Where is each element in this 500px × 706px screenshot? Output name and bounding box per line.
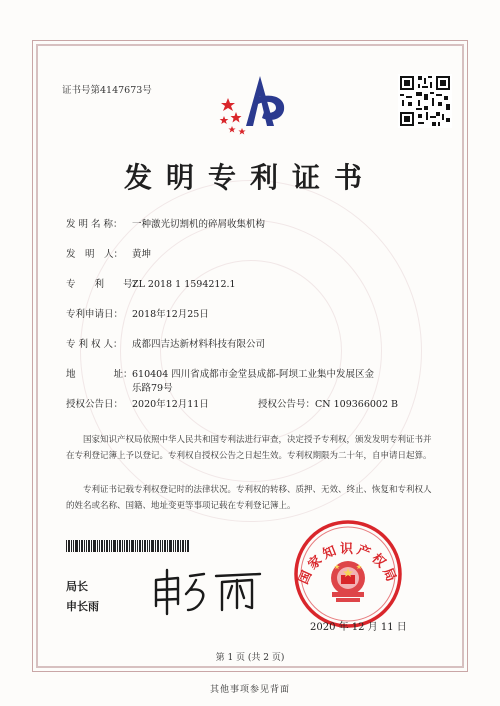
- inventor-label: 发 明 人：: [66, 249, 124, 260]
- patentee-label: 专 利 权 人：: [66, 339, 123, 350]
- legal-status-statement: 专利证书记载专利权登记时的法律状况。专利权的转移、质押、无效、终止、恢复和专利权人的姓名或名称、国籍、地址变更等事项记载在专利登记簿上。: [66, 485, 432, 511]
- application-date-label: 专利申请日：: [66, 309, 124, 320]
- seal-date: 2020 年 12 月 11 日: [310, 622, 407, 633]
- grant-pub-no-label: 授权公告号：: [258, 399, 316, 410]
- inventor-value: 黄坤: [132, 249, 152, 260]
- patentee-value: 成都四吉达新材料科技有限公司: [132, 339, 266, 350]
- invention-name-label: 发 明 名 称：: [66, 219, 123, 230]
- invention-name-row: [66, 216, 265, 230]
- patentee-row: [66, 336, 265, 350]
- patent-number-row: [66, 276, 236, 290]
- invention-name-value: 一种激光切割机的碎屑收集机构: [132, 219, 266, 230]
- inventor-row: [66, 246, 151, 260]
- certificate-number: 证书号第4147673号: [62, 85, 152, 96]
- page-indicator: 第 1 页 (共 2 页): [215, 653, 285, 663]
- address-row: [66, 366, 374, 380]
- patent-number-label: 专 利 号：: [66, 279, 143, 290]
- certificate-title: 发明专利证书: [123, 161, 376, 194]
- grant-date-label: 授权公告日：: [66, 399, 124, 410]
- grant-pub-no-value: CN 109366002 B: [315, 399, 399, 410]
- address-label: 地 址：: [66, 369, 133, 380]
- grant-pub-no-row: [258, 396, 398, 410]
- patent-number-value: ZL 2018 1 1594212.1: [132, 279, 236, 290]
- application-date-value: 2018年12月25日: [132, 309, 209, 320]
- address-line-1: 610404 四川省成都市金堂县成都-阿坝工业集中发展区金: [132, 369, 374, 380]
- seal-text: 国家知识产权局: [296, 541, 400, 587]
- cnipa-logo-icon: [212, 68, 294, 138]
- handwritten-signature: [148, 566, 268, 618]
- grant-statement: 国家知识产权局依照中华人民共和国专利法进行审查，决定授予专利权，颁发发明专利证书并在专利登记簿上予以登记。专利权自授权公告之日起生效。专利权期限为二十年，自申请日起算。: [66, 435, 432, 461]
- signatory-title: 局长: [66, 580, 88, 593]
- address-line-2: 乐路79号: [132, 383, 173, 394]
- grant-date-row: [66, 396, 209, 410]
- barcode-icon: [66, 540, 190, 552]
- grant-date-value: 2020年12月11日: [132, 399, 209, 410]
- signatory-name: 申长雨: [66, 600, 99, 613]
- official-seal: [292, 518, 404, 630]
- application-date-row: [66, 306, 209, 320]
- qr-code-icon: [398, 74, 452, 128]
- footer-note: 其他事项参见背面: [209, 685, 290, 695]
